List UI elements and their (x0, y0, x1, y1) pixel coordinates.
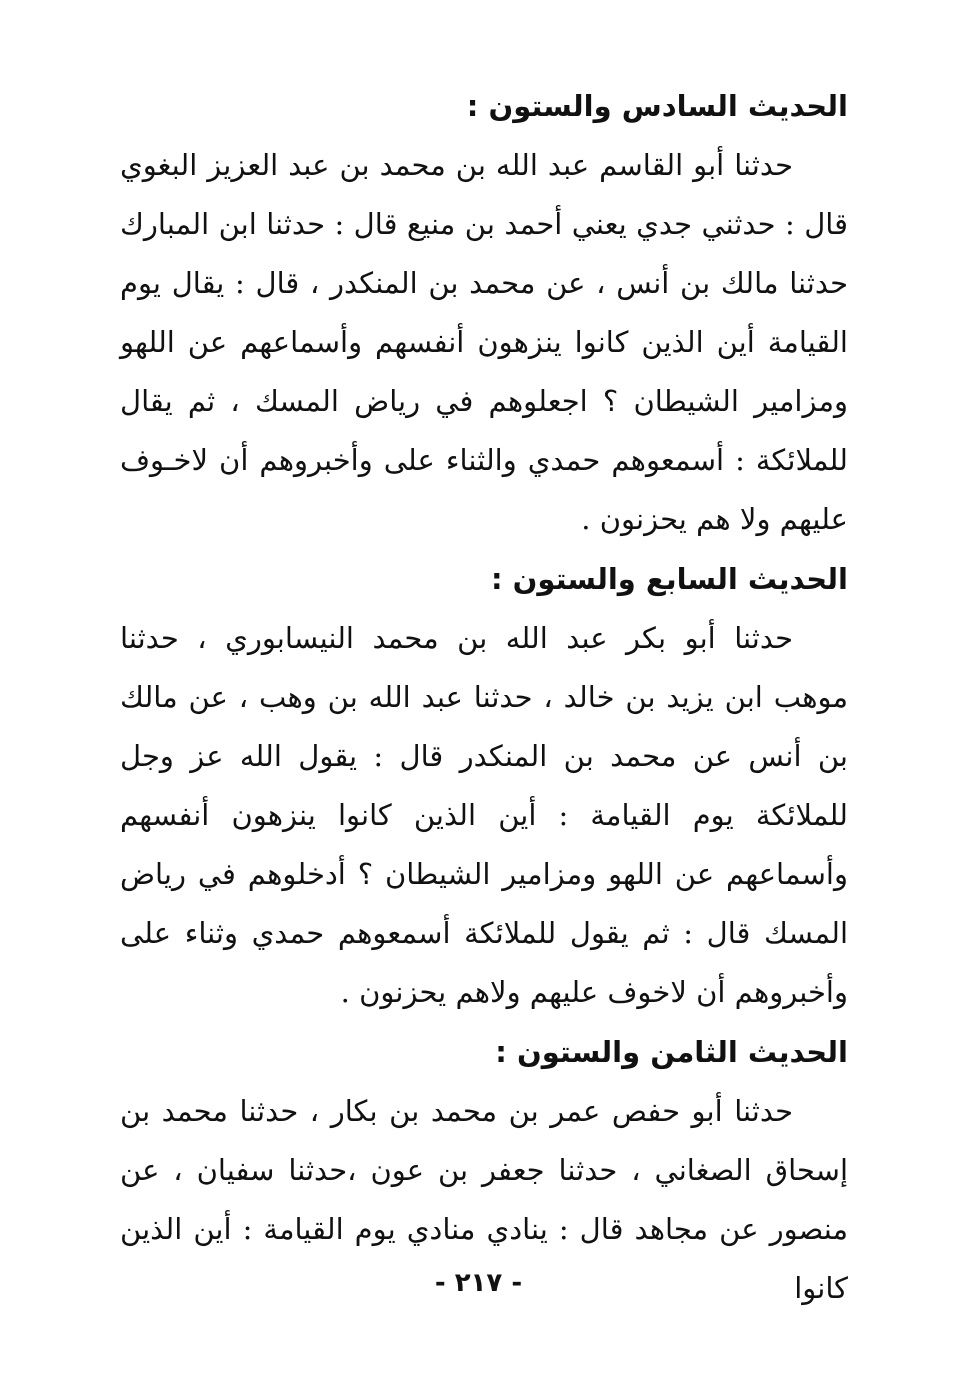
page-body (120, 80, 848, 1322)
section-paragraph-67: حدثنا أبو بكر عبد الله بن محمد النيسابوري ، حدثنا موهب ابن يزيد بن خالد ، حدثنا عبد الله بن وهب ، عن مالك بن أنس عن محمد بن المنكدر قال : يقول الله عز وجل للملائكة يوم القيامة : أين الذين كانوا ينزهون أنفسهم وأسماعهم عن اللهو ومزامير الشيطان ؟ أدخلوهم في رياض المسك قال : ثم يقول للملائكة أسمعوهم حمدي وثناء على وأخبروهم أن لاخوف عليهم ولاهم يحزنون . (120, 621, 848, 1009)
section-paragraph-68: حدثنا أبو حفص عمر بن محمد بن بكار ، حدثنا محمد بن إسحاق الصغاني ، حدثنا جعفر بن عون ،حدثنا سفيان ، عن منصور عن مجاهد قال : ينادي منادي يوم القيامة : أين الذين كانوا (120, 1094, 848, 1305)
section-heading-66: الحديث السادس والستون : (466, 89, 848, 123)
page-number: - ٢١٧ - (434, 1268, 523, 1298)
section-paragraph-66: حدثنا أبو القاسم عبد الله بن محمد بن عبد العزيز البغوي قال : حدثني جدي يعني أحمد بن منيع قال : حدثنا ابن المبارك حدثنا مالك بن أنس ، عن محمد بن المنكدر ، قال : يقال يوم القيامة أين الذين كانوا ينزهون أنفسهم وأسماعهم عن اللهو ومزامير الشيطان ؟ اجعلوهم في رياض المسك ، ثم يقال للملائكة : أسمعوهم حمدي والثناء على وأخبروهم أن لاخـوف عليهم ولا هم يحزنون . (120, 148, 848, 536)
section-heading-68: الحديث الثامن والستون : (495, 1035, 848, 1069)
section-heading-67: الحديث السابع والستون : (490, 562, 848, 596)
